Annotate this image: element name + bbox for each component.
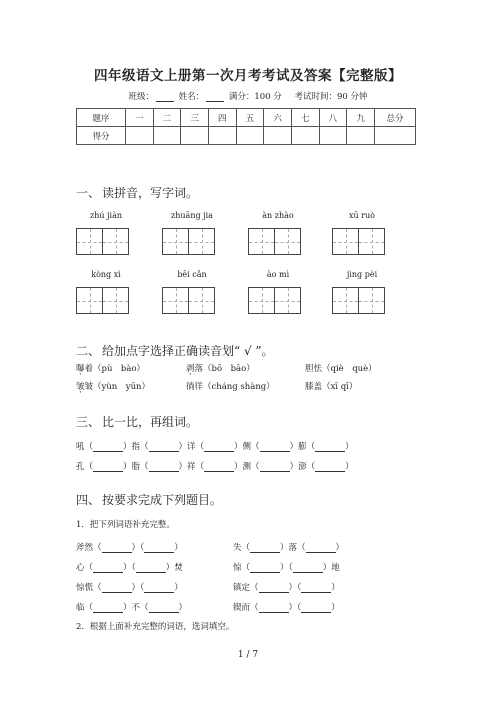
word-compare-row [76,440,354,452]
pinyin-label: kòng xì [91,270,121,279]
reading-option[interactable] [305,362,377,374]
pinyin-label: jìng pèi [346,270,378,279]
score-header-cell: 四 [208,109,236,127]
row-text: ）（ [280,563,293,573]
row-text: ） [174,543,183,553]
score-header-cell: 二 [153,109,181,127]
score-value-row [77,127,416,145]
score-header-cell: 八 [319,109,347,127]
answer-blank[interactable] [259,603,289,613]
row-text: ）侧（ [234,442,260,452]
answer-blank[interactable] [306,543,336,553]
idiom-fill [233,541,344,553]
reading-option[interactable] [186,380,275,392]
answer-blank[interactable] [144,583,174,593]
row-text: ）地 [322,563,340,573]
writing-grid[interactable] [76,228,128,255]
score-cell[interactable] [153,127,181,145]
score-header-cell: 六 [264,109,292,127]
dotted-char: 皱 [76,382,85,392]
row-text: ）（ [123,563,136,573]
idiom-fill [233,561,340,573]
score-cell[interactable] [236,127,264,145]
writing-grid[interactable] [248,228,300,255]
row-text: ） [174,583,183,593]
dotted-char: 剥 [186,364,195,374]
option-text: 皱（yùn yūn） [84,382,151,392]
score-row-label: 得分 [77,127,126,145]
row-text: ）指（ [123,442,149,452]
pinyin-label: zhú jiàn [89,211,123,220]
section-number: 四、 [76,493,101,507]
section-title: 按要求完成下列题目。 [102,493,223,507]
answer-blank[interactable] [301,583,331,593]
row-text: 锲而（ [233,603,259,613]
row-text: ）（ [131,543,145,553]
option-text: 膝盖（xī qī） [305,382,358,392]
idiom-fill [233,601,340,613]
section-title: 比一比，再组词。 [102,415,199,429]
score-header-row [77,109,416,127]
reading-option[interactable] [305,380,357,392]
answer-blank[interactable] [93,442,123,452]
score-cell[interactable] [319,127,347,145]
answer-blank[interactable] [144,543,174,553]
row-text: 心（ [76,563,94,573]
score-label: 满分：100 分 [228,92,282,102]
option-char: 胆 [305,364,314,374]
score-header-cell: 七 [291,109,319,127]
row-text: ）焚 [165,563,183,573]
page-title: 四年级语文上册第一次月考考试及答案【完整版】 [94,68,402,84]
pinyin-label: zhuāng jia [171,211,213,220]
idiom-fill [76,561,183,573]
answer-blank[interactable] [102,583,132,593]
score-header-cell: 三 [181,109,209,127]
section-number: 一、 [76,186,101,200]
score-header-cell: 一 [126,109,154,127]
row-text: ） [331,603,340,613]
row-text: 孔（ [76,462,94,472]
pinyin-label: àn zhào [262,211,294,220]
answer-blank[interactable] [293,563,323,573]
section-2-heading [76,342,274,359]
score-cell[interactable] [347,127,375,145]
answer-blank[interactable] [93,603,123,613]
name-label: 姓名： [178,92,205,102]
score-cell[interactable] [181,127,209,145]
row-text: 惊慌（ [76,583,102,593]
row-text: ）膨（ [289,442,316,452]
row-text: ）详（ [178,442,205,452]
writing-grid[interactable] [332,228,384,255]
writing-grid[interactable] [248,287,300,314]
section-3-heading [76,413,198,430]
option-text: 着（pù bào） [84,364,146,374]
idiom-fill [76,581,183,593]
option-text: 怯（qiè què） [313,364,377,374]
score-header-cell: 总分 [375,109,416,127]
section-number: 三、 [76,415,101,429]
pinyin-label: bēi cǎn [177,270,207,279]
idiom-fill [76,541,183,553]
score-cell[interactable] [375,127,416,145]
score-cell[interactable] [291,127,319,145]
answer-blank[interactable] [93,563,123,573]
writing-grid[interactable] [332,287,384,314]
answer-blank[interactable] [204,442,234,452]
answer-blank[interactable] [149,603,179,613]
score-header-cell: 题序 [77,109,126,127]
score-cell[interactable] [208,127,236,145]
score-header-cell: 五 [236,109,264,127]
row-text: 镇定（ [233,583,259,593]
reading-option[interactable] [186,362,255,374]
row-text: ）测（ [234,462,260,472]
row-text: 斧然（ [76,543,102,553]
section-title: 读拼音，写字词。 [102,186,199,200]
row-text: ）（ [288,603,302,613]
answer-blank[interactable] [260,442,290,452]
row-text: ）（ [131,583,145,593]
row-text: ） [331,583,340,593]
answer-blank[interactable] [250,563,280,573]
answer-blank[interactable] [301,603,331,613]
section-4-heading [76,491,222,508]
answer-blank[interactable] [149,442,179,452]
exam-info [0,90,496,102]
page-number: 1 / 7 [237,650,259,660]
answer-blank[interactable] [102,543,132,553]
row-text: 临（ [76,603,94,613]
section-title: 给加点字选择正确读音划“ √ ”。 [102,344,274,358]
question-2: 2．根据上面补充完整的词语，选词填空。 [76,622,235,632]
section-number: 二、 [76,344,101,358]
time-label: 考试时间：90 分钟 [294,92,368,102]
writing-grid[interactable] [162,228,214,255]
score-table [76,108,416,145]
row-text: ）（ [288,583,302,593]
section-1-heading [76,184,198,201]
row-text: 吼（ [76,442,94,452]
row-text: ） [178,603,188,613]
row-text: ） [345,462,354,472]
answer-blank[interactable] [93,462,123,472]
answer-blank[interactable] [149,462,179,472]
question-1: 1．把下列词语补充完整。 [76,520,175,530]
option-text: 徜徉（cháng shàng） [186,382,275,392]
idiom-fill [233,581,340,593]
score-cell[interactable] [264,127,292,145]
row-text: ） [345,442,354,452]
dotted-char: 曝 [76,364,85,374]
answer-blank[interactable] [250,543,280,553]
reading-option[interactable] [76,362,145,374]
reading-option[interactable] [76,380,150,392]
row-text: ）落（ [280,543,306,553]
class-label: 班级： [128,92,154,102]
writing-grid[interactable] [162,287,214,314]
word-compare-row [76,460,354,472]
answer-blank[interactable] [315,462,345,472]
score-header-cell: 九 [347,109,375,127]
row-text: ） [335,543,345,553]
row-text: ）澎（ [289,462,316,472]
answer-blank[interactable] [315,442,345,452]
pinyin-label: xū ruò [349,211,375,220]
row-text: ）不（ [123,603,149,613]
answer-blank[interactable] [136,563,166,573]
name-blank[interactable] [206,92,224,102]
class-blank[interactable] [156,92,174,102]
row-text: ）祥（ [178,462,205,472]
answer-blank[interactable] [260,462,290,472]
row-text: 惊（ [233,563,251,573]
score-cell[interactable] [126,127,154,145]
idiom-fill [76,601,187,613]
row-text: ）脂（ [123,462,149,472]
pinyin-label: ào mì [266,270,290,279]
answer-blank[interactable] [204,462,234,472]
writing-grid[interactable] [76,287,128,314]
row-text: 失（ [233,543,251,553]
option-text: 落（bō bāo） [194,364,255,374]
answer-blank[interactable] [259,583,289,593]
